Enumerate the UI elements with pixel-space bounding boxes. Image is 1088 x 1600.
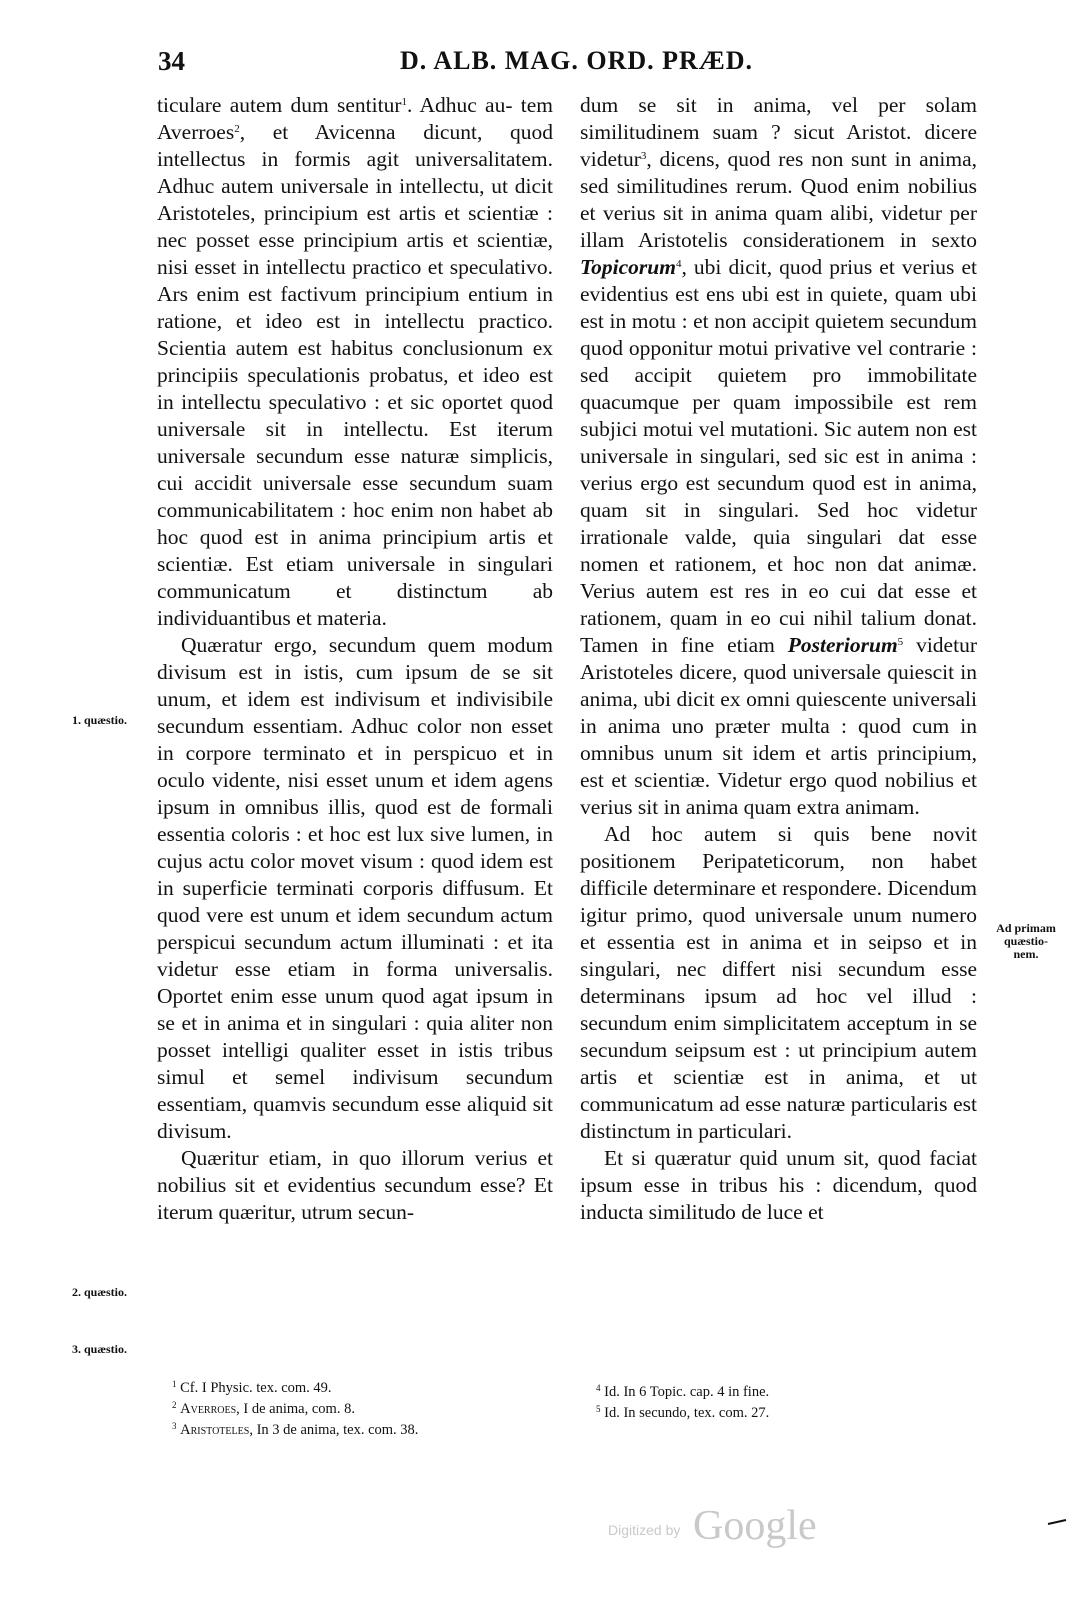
footnote [172,1399,418,1420]
margin-note-question-3: 3. quæstio. [72,1342,128,1356]
right-paragraph-1 [580,92,977,821]
footnotes-right [596,1382,769,1424]
text-run: videtur Aristoteles dicere, quod universale quiescit in anima, ubi dicit ex omni quiescente universali in anima uno præter multa : quod cum in omnibus unum sit idem et artis principium, est et scientiæ. Videtur ergo quod nobilius et verius sit in anima quam extra animam. [580,633,977,819]
text-run: , ubi dicit, quod prius et verius et evidentius est ens ubi est in quiete, quam ubi est in motu : et non accipit quietem secundum quod opponitur motui privative vel contrarie : sed accipit quietem pro immobilitate quacumque per quam impossibile est rem subjici motui vel mutationi. Sic autem non est universale in singulari, sed sic est in anima : verius ergo est secundum quod est in anima, quam sit in singulari. Sed hoc videtur irrationale valde, quia singulari dat esse nomen et rationem, et hoc non dat animæ. Verius autem est res in eo cui dat esse et rationem, quam in eo cui nihil talium donat. Tamen in fine etiam [580,255,977,657]
footnote [596,1382,769,1403]
footnote-mark: 3 [172,1421,177,1431]
google-logo: Google [693,1503,817,1549]
text-run: tem Averroes [157,93,554,144]
margin-line: nem. [1013,947,1039,961]
margin-note-ad-primam [986,922,1066,961]
footnote-text: , I de anima, com. 8. [236,1401,355,1417]
footnote-author: Aristoteles [180,1422,250,1438]
footnote-mark: 2 [172,1400,177,1410]
right-paragraph-3: Et si quæratur quid unum sit, quod faciat ipsum esse in tribus his : dicendum, quod inducta similitudo de luce et [580,1146,977,1224]
running-header [140,46,1000,86]
footnote [596,1403,769,1424]
text-run: , et Avicenna dicunt, quod intellectus in formis agit universalitatem. Adhuc autem universale in intellectu, ut dicit Aristoteles, principium est artis et scientiæ : nec posset esse principium artis et scientiæ, nisi esset in intellectu practico et speculativo. Ars enim est factivum principium entium in ratione, et ideo est in intellectu practico. Scientia autem est habitus conclusionum ex principiis speculationis probatus, et ideo est in intellectu speculativo : et sic oportet quod universale sit in intellectu. Est iterum universale secundum esse naturæ simplicis, cui accidit universale esse secundum suam communicabilitatem : hoc enim non habet ab hoc quod est in anima principium artis et scientiæ. Est etiam universale in singulari communicatum et distinctum ab individuantibus et materia. [157,120,553,630]
footnote-ref[interactable]: 5 [897,636,904,648]
footnote-ref[interactable]: 2 [234,123,240,135]
footnote-text: Id. In secundo, tex. com. 27. [604,1405,770,1421]
text-run: dum se sit in anima, vel per solam similitudinem suam ? sicut Aristot. dicere videtur [580,93,977,171]
posteriorum-title: Posteriorum [787,633,898,657]
left-paragraph-2: Quæratur ergo, secundum quem modum divisum est in istis, cum ipsum de se sit unum, et idem est indivisum et indivisibile secundum essentiam. Adhuc color non esset in corpore terminato et in perspicuo et in oculo vidente, nisi esset unum et idem agens ipsum in omnibus illis, quod est de formali essentia coloris : et hoc est lux sive lumen, in cujus actu color movet visum : quod idem est in superficie terminati corporis diffusum. Et quod vere est unum et idem secundum actum perspicui secundum actum illuminati : et ita videtur esse etiam in forma universalis. Oportet enim esse unum quod agat ipsum in se et in anima et in singulari : quia aliter non posset intelligi qualiter esset in istis tribus simul et semel indivisum secundum essentiam, quamvis secundum esse aliquid sit divisum. [157,633,553,1143]
right-paragraph-2: Ad hoc autem si quis bene novit positionem Peripateticorum, non habet difficile determinare et respondere. Dicendum igitur primo, quod universale unum numero et essentia est in anima et in seipso et in singulari, nec differt nisi secundum esse determinans ipsum ad hoc vel illud : secundum enim simplicitatem acceptum in se secundum seipsum est : ut principium autem artis et scientiæ est in anima, et ut communicatum ad esse naturæ particularis est distinctum in particulari. [580,822,977,1143]
text-run: ticulare autem dum sentitur [157,93,402,117]
margin-line: Ad primam [996,921,1056,935]
footnote-ref[interactable]: 4 [675,258,682,270]
page-number: 34 [158,46,185,76]
footnote-text: , In 3 de anima, tex. com. 38. [249,1422,419,1438]
footnote-ref[interactable]: 3 [640,150,647,162]
margin-note-question-2: 2. quæstio. [72,1285,128,1299]
digitized-by-text: Digitized by [608,1522,681,1538]
text-run: . Adhuc au- [407,93,513,117]
margin-note-question-1: 1. quæstio. [72,713,128,727]
footnote [172,1420,418,1441]
topicorum-title: Topicorum [580,255,676,279]
footnote-mark: 5 [596,1404,601,1414]
footnote-text: Cf. I Physic. tex. com. 49. [180,1380,332,1396]
footnote-author: Averroes [180,1401,237,1417]
footnote-mark: 4 [596,1383,601,1393]
left-paragraph-1 [157,92,553,632]
left-column [157,92,553,1226]
footnote [172,1378,418,1399]
margin-line: quæstio- [1003,934,1048,948]
footnote-text: Id. In 6 Topic. cap. 4 in fine. [604,1384,770,1400]
running-title: D. ALB. MAG. ORD. PRÆD. [400,46,754,75]
text-run: , dicens, quod res non sunt in anima, sed similitudines rerum. Quod enim nobilius et verius sit in anima quam alibi, videtur per illam Aristotelis considerationem in sexto [580,147,977,252]
left-paragraph-3: Quæritur etiam, in quo illorum verius et nobilius sit et evidentius secundum esse? Et iterum quæritur, utrum secun- [157,1146,553,1224]
footnotes-left [172,1378,418,1441]
footnote-ref[interactable]: 1 [401,96,407,108]
page-corner-mark-icon [1046,1519,1068,1525]
footnote-mark: 1 [172,1379,177,1389]
right-column [580,92,977,1226]
